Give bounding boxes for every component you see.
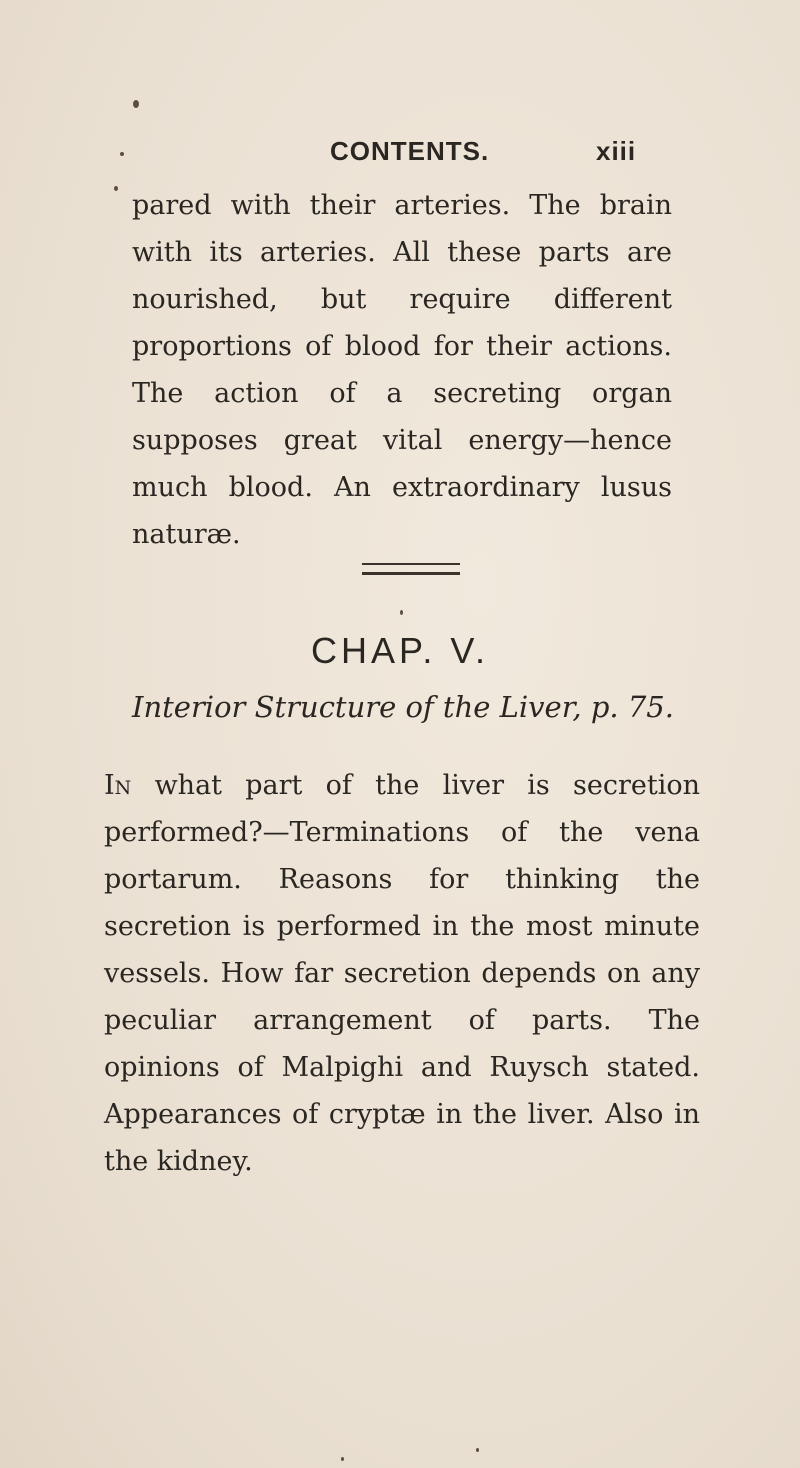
- chapter-heading: CHAP. V.: [310, 630, 490, 671]
- paper-speck: [476, 1448, 479, 1452]
- chapter-subtitle: Interior Structure of the Liver, p. 75.: [132, 690, 674, 724]
- paper-speck: [341, 1457, 344, 1461]
- paper-speck: [120, 152, 124, 156]
- paper-speck: [133, 100, 139, 108]
- page-number: xiii: [596, 136, 637, 166]
- paper-speck: [114, 186, 118, 191]
- paragraph-continued: pared with their arteries. The brain with its arteries. All these parts are nourished, but require different proportions of blood for their actions. The action of a secreting organ supposes great vital energy—hence much blood. An extraordinary lusus naturæ.: [132, 190, 672, 550]
- chapter-summary-text: what part of the liver is secretion performed?—Terminations of the vena portarum. Reasons for thinking the secretion is performed in the most minute vessels. How far secretion depends on any peculiar arrangement of parts. The opinions of Malpighi and Ruysch stated. Appearances of cryptæ in the liver. Also in the kidney.: [104, 770, 700, 1177]
- running-title: CONTENTS.: [330, 136, 490, 166]
- section-divider: [362, 563, 460, 575]
- paper-speck: [400, 610, 403, 615]
- page-header: [0, 136, 800, 176]
- chapter-summary: [104, 762, 700, 1185]
- lead-word: In: [104, 770, 132, 801]
